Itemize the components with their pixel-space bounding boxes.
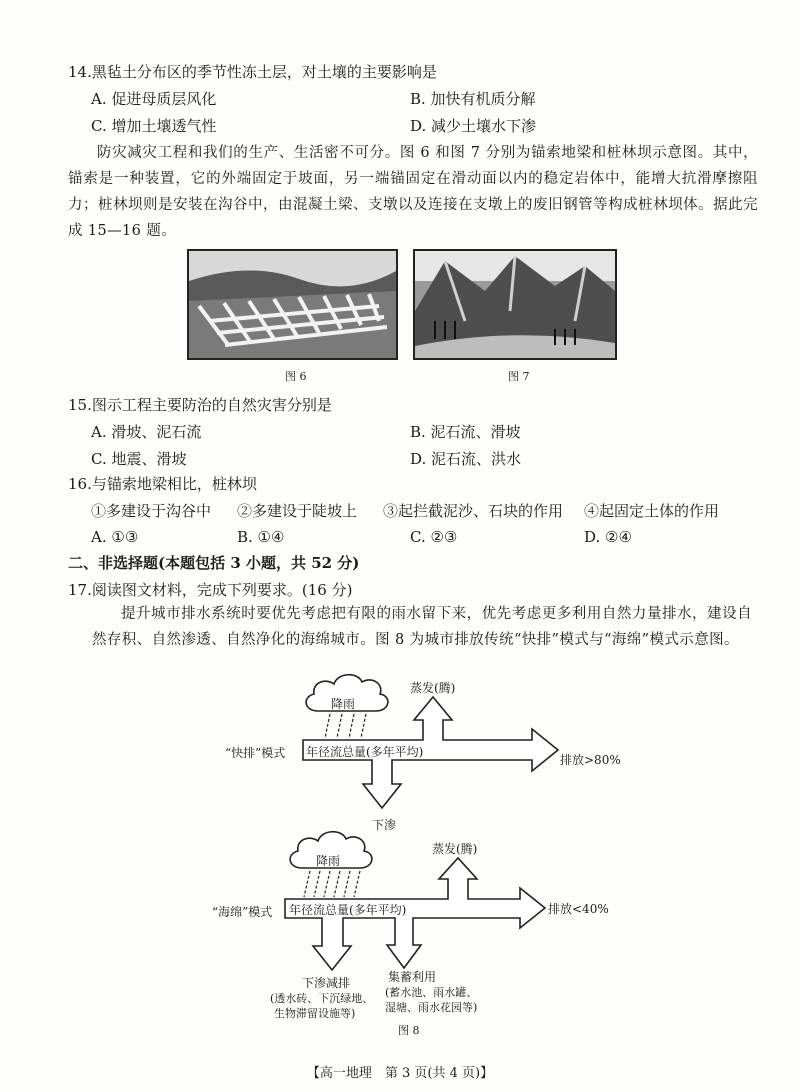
q15-option-b: B. 泥石流、滑坡 [410, 423, 521, 441]
bottom-discharge-label: 排放<40% [548, 902, 609, 916]
fig6-caption: 图 6 [285, 370, 307, 383]
bottom-evap-label: 蒸发(腾) [432, 842, 478, 856]
bottom-store-detail-1: (蓄水池、雨水罐、 [385, 986, 478, 999]
top-rain-lines [325, 714, 366, 738]
q15-option-c: C. 地震、滑坡 [91, 450, 187, 468]
bottom-runoff-label: 年径流总量(多年平均) [289, 903, 407, 917]
q15-option-d: D. 泥石流、洪水 [410, 450, 522, 468]
q16-stem: 16.与锚索地梁相比，桩林坝 [68, 475, 257, 493]
q16-statement-2: ②多建设于陡坡上 [237, 502, 358, 520]
q16-option-d: D. ②④ [584, 528, 632, 546]
bottom-store-title: 集蓄利用 [388, 970, 437, 984]
bottom-rain-label: 降雨 [316, 854, 341, 868]
q14-stem: 14.黑毡土分布区的季节性冻土层，对土壤的主要影响是 [68, 63, 437, 81]
top-mode-label: “快排”模式 [225, 746, 286, 760]
top-runoff-label: 年径流总量(多年平均) [306, 745, 424, 759]
q17-material: 提升城市排水系统时要优先考虑把有限的雨水留下来，优先考虑更多利用自然力量排水，建设自然存积、自然渗透、自然净化的海绵城市。图 8 为城市排放传统“快排”模式与“海绵”模式示意图。 [92, 606, 752, 648]
bottom-mode-label: “海绵”模式 [212, 905, 273, 919]
bottom-store-detail-2: 湿塘、雨水花园等) [385, 1001, 478, 1014]
q16-statement-4: ④起固定土体的作用 [584, 502, 720, 520]
q16-option-c: C. ②③ [410, 528, 458, 546]
q14-option-d: D. 减少土壤水下渗 [410, 117, 537, 135]
bottom-infil-detail-1: (透水砖、下沉绿地、 [270, 992, 374, 1005]
q16-option-a: A. ①③ [91, 528, 139, 546]
bottom-infil-title: 下渗减排 [302, 976, 351, 990]
q16-statement-1: ①多建设于沟谷中 [91, 502, 212, 520]
bottom-rain-lines [304, 871, 360, 897]
fig8-caption: 图 8 [398, 1024, 420, 1037]
q14-option-b: B. 加快有机质分解 [410, 90, 536, 108]
q16-statement-3: ③起拦截泥沙、石块的作用 [383, 502, 564, 520]
q14-option-c: C. 增加土壤透气性 [91, 117, 217, 135]
top-rain-label: 降雨 [331, 697, 356, 711]
top-evap-label: 蒸发(腾) [410, 681, 456, 695]
top-infiltration-label: 下渗 [372, 818, 397, 832]
intro-15-16: 防灾减灾工程和我们的生产、生活密不可分。图 6 和图 7 分别为锚索地梁和桩林坝示意图。其中，锚索是一种装置，它的外端固定于坡面，另一端锚固定在滑动面以内的稳定岩体中，能增大抗滑摩擦阻力；桩林坝则是安装在沟谷中，由混凝土梁、支墩以及连接在支墩上的废旧钢管等构成桩林坝体。据此完成 15—16 题。 [68, 145, 758, 239]
q17-stem: 17.阅读图文材料，完成下列要求。(16 分) [68, 581, 353, 599]
bottom-infil-detail-2: 生物滞留设施等) [274, 1007, 356, 1020]
q15-stem: 15.图示工程主要防治的自然灾害分别是 [68, 396, 332, 414]
page-footer: 【高一地理 第 3 页(共 4 页)】 [306, 1066, 494, 1081]
q16-option-b: B. ①④ [237, 528, 285, 546]
top-discharge-label: 排放>80% [560, 753, 621, 767]
section2-heading: 二、非选择题(本题包括 3 小题，共 52 分) [68, 554, 360, 572]
fig7-caption: 图 7 [508, 370, 530, 383]
q14-option-a: A. 促进母质层风化 [91, 90, 217, 108]
q15-option-a: A. 滑坡、泥石流 [91, 423, 202, 441]
